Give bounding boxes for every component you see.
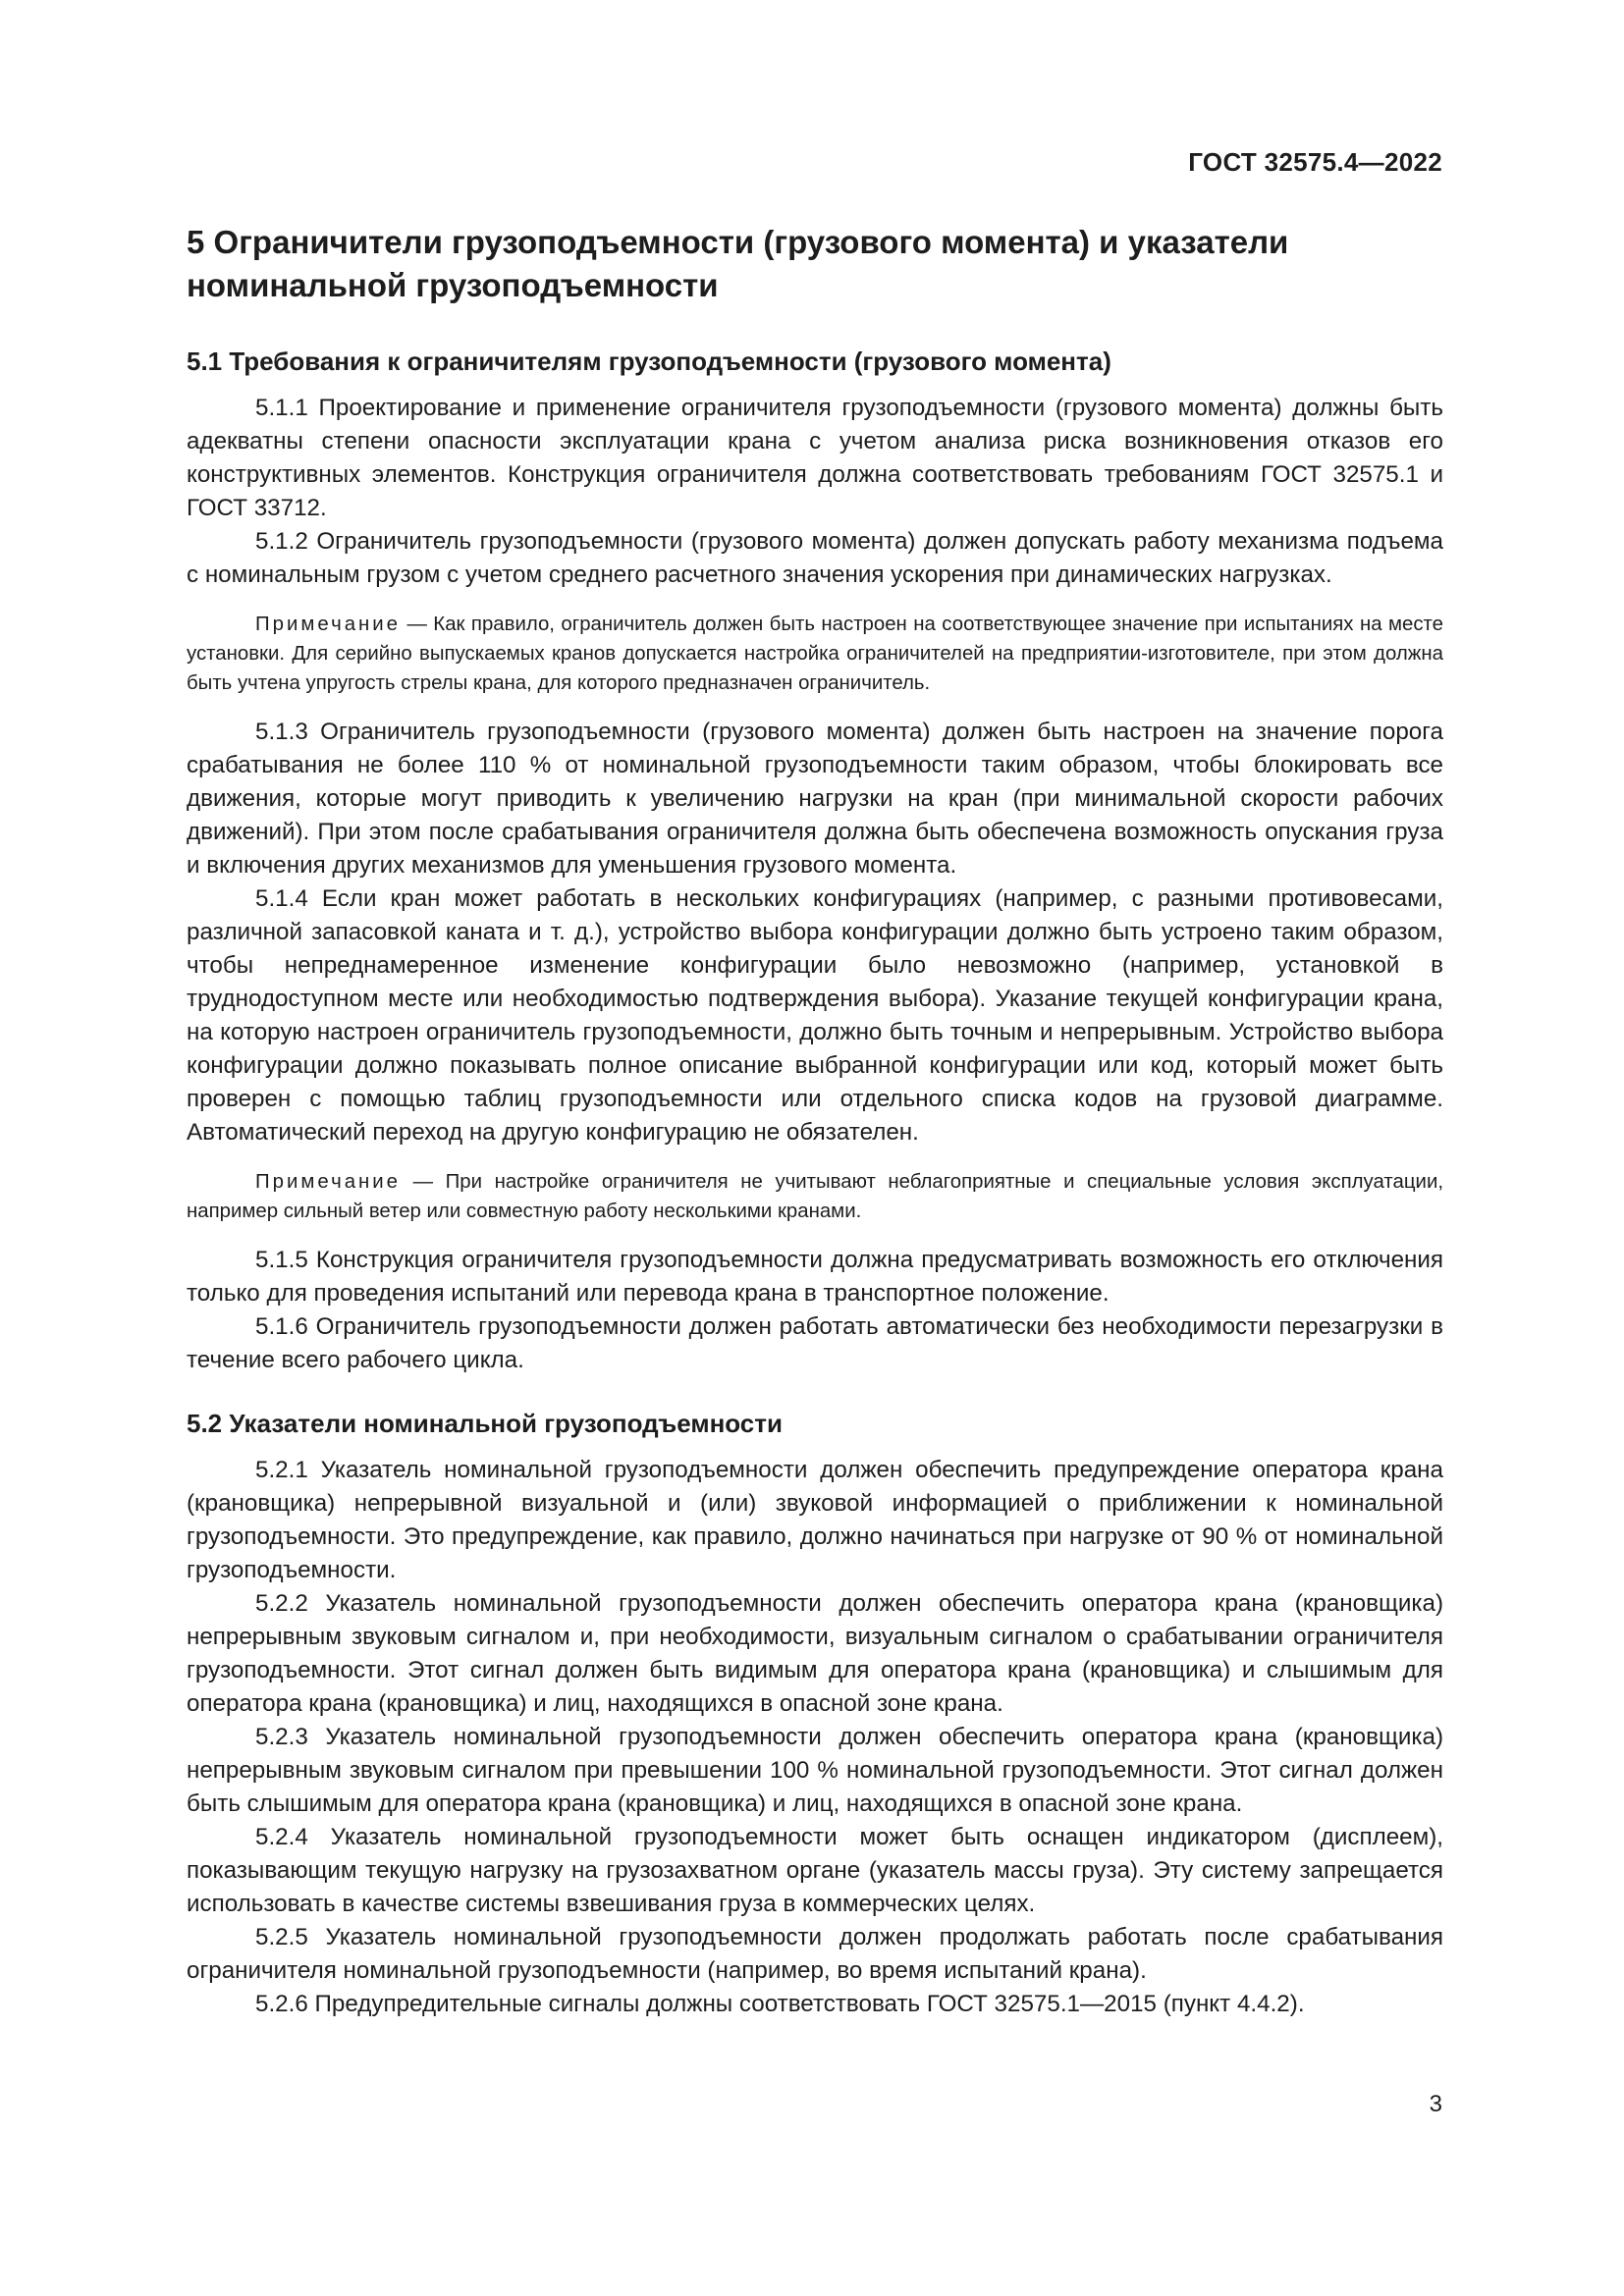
note-label: Примечание	[255, 614, 402, 635]
note-1	[187, 610, 1443, 698]
note-text: — Как правило, ограничитель должен быть настроен на соответствующее значение при испытаниях на месте установки. Для серийно выпускаемых кранов допускается настройка ограничителей на предприятии-изготовителе, при этом должна быть учтена упругость стрелы крана, для которого предназначен ограничитель.	[187, 614, 1443, 694]
subsection-title-5-2: 5.2 Указатели номинальной грузоподъемности	[187, 1409, 783, 1438]
subsection-title-5-1: 5.1 Требования к ограничителям грузоподъемности (грузового момента)	[187, 347, 1111, 376]
note-2	[187, 1167, 1443, 1226]
page-number: 3	[1429, 2091, 1442, 2117]
note-text: — При настройке ограничителя не учитывают неблагоприятные и специальные условия эксплуатации, например сильный ветер или совместную работу несколькими кранами.	[187, 1171, 1443, 1222]
clause-5-1-4: 5.1.4 Если кран может работать в нескольких конфигурациях (например, с разными противовесами, различной запасовкой каната и т. д.), устройство выбора конфигурации должно быть устроено таким образом, чтобы непреднамеренное изменение конфигурации было невозможно (например, установкой в труднодоступном месте или необходимостью подтверждения выбора). Указание текущей конфигурации крана, на которую настроен ограничитель грузоподъемности, должно быть точным и непрерывным. Устройство выбора конфигурации должно показывать полное описание выбранной конфигурации или код, который может быть проверен с помощью таблиц грузоподъемности или отдельного списка кодов на грузовой диаграмме. Автоматический переход на другую конфигурацию не обязателен.	[187, 885, 1443, 1146]
note-label: Примечание	[255, 1171, 402, 1193]
clause-5-1-2: 5.1.2 Ограничитель грузоподъемности (грузового момента) должен допускать работу механизма подъема с номинальным грузом с учетом среднего расчетного значения ускорения при динамических нагрузках.	[187, 528, 1443, 588]
section-title: 5 Ограничители грузоподъемности (грузового момента) и указатели номинальной грузоподъемности	[187, 224, 1289, 303]
clause-5-1-5: 5.1.5 Конструкция ограничителя грузоподъемности должна предусматривать возможность его отключения только для проведения испытаний или перевода крана в транспортное положение.	[187, 1247, 1443, 1307]
clause-5-2-5: 5.2.5 Указатель номинальной грузоподъемности должен продолжать работать после срабатывания ограничителя номинальной грузоподъемности (например, во время испытаний крана).	[187, 1924, 1443, 1984]
clause-5-2-1: 5.2.1 Указатель номинальной грузоподъемности должен обеспечить предупреждение оператора крана (крановщика) непрерывной визуальной и (или) звуковой информацией о приближении к номинальной грузоподъемности. Это предупреждение, как правило, должно начинаться при нагрузке от 90 % от номинальной грузоподъемности.	[187, 1457, 1443, 1583]
clause-5-2-6: 5.2.6 Предупредительные сигналы должны соответствовать ГОСТ 32575.1—2015 (пункт 4.4.2).	[255, 1991, 1305, 2017]
clause-5-2-3: 5.2.3 Указатель номинальной грузоподъемности должен обеспечить оператора крана (крановщика) непрерывным звуковым сигналом при превышении 100 % номинальной грузоподъемности. Этот сигнал должен быть слышимым для оператора крана (крановщика) и лиц, находящихся в опасной зоне крана.	[187, 1724, 1443, 1817]
clause-5-2-4: 5.2.4 Указатель номинальной грузоподъемности может быть оснащен индикатором (дисплеем), показывающим текущую нагрузку на грузозахватном органе (указатель массы груза). Эту систему запрещается использовать в качестве системы взвешивания груза в коммерческих целях.	[187, 1824, 1443, 1917]
clause-5-2-2: 5.2.2 Указатель номинальной грузоподъемности должен обеспечить оператора крана (крановщика) непрерывным звуковым сигналом и, при необходимости, визуальным сигналом о срабатывании ограничителя грузоподъемности. Этот сигнал должен быть видимым для оператора крана (крановщика) и слышимым для оператора крана (крановщика) и лиц, находящихся в опасной зоне крана.	[187, 1590, 1443, 1717]
clause-5-1-3: 5.1.3 Ограничитель грузоподъемности (грузового момента) должен быть настроен на значение порога срабатывания не более 110 % от номинальной грузоподъемности таким образом, чтобы блокировать все движения, которые могут приводить к увеличению нагрузки на кран (при минимальной скорости рабочих движений). При этом после срабатывания ограничителя должна быть обеспечена возможность опускания груза и включения других механизмов для уменьшения грузового момента.	[187, 719, 1443, 879]
document-code: ГОСТ 32575.4—2022	[1188, 147, 1442, 177]
clause-5-1-6: 5.1.6 Ограничитель грузоподъемности должен работать автоматически без необходимости перезагрузки в течение всего рабочего цикла.	[187, 1313, 1443, 1373]
page-content	[187, 221, 1443, 2021]
clause-5-1-1: 5.1.1 Проектирование и применение ограничителя грузоподъемности (грузового момента) должны быть адекватны степени опасности эксплуатации крана с учетом анализа риска возникновения отказов его конструктивных элементов. Конструкция ограничителя должна соответствовать требованиям ГОСТ 32575.1 и ГОСТ 33712.	[187, 395, 1443, 521]
